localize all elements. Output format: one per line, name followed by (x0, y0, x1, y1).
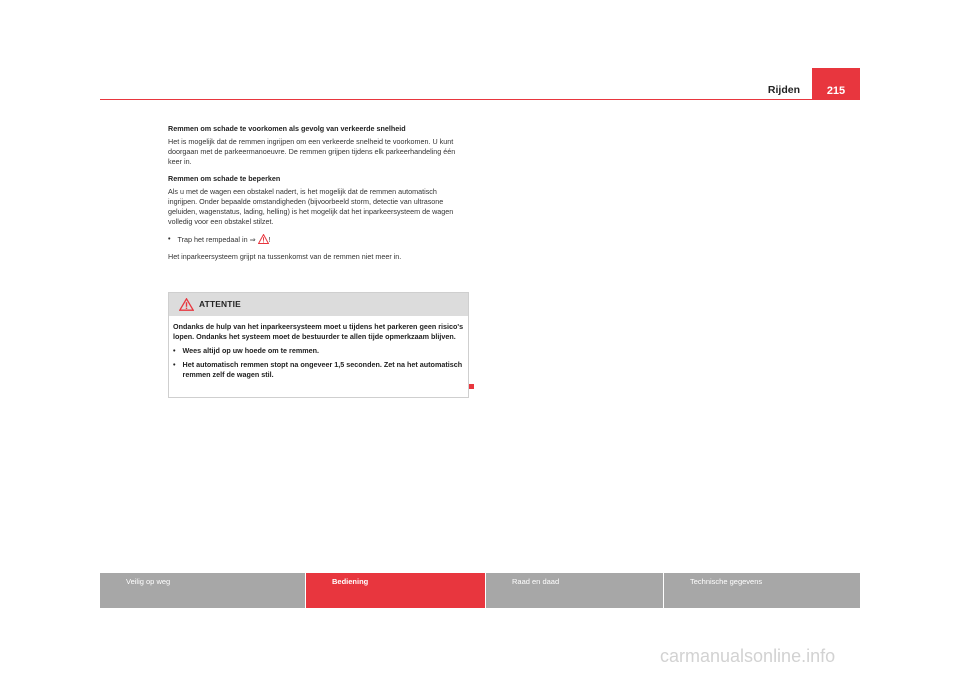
list-item (173, 346, 464, 356)
tab-veilig-op-weg[interactable]: Veilig op weg (100, 573, 305, 608)
warning-title: ATTENTIE (199, 299, 241, 309)
warning-triangle-icon (258, 234, 269, 244)
chapter-title: Rijden (767, 84, 800, 96)
warning-header (169, 293, 468, 316)
section-heading-speed: Remmen om schade te voorkomen als gevolg van verkeerde snelheid (168, 124, 406, 133)
list-item (173, 360, 464, 380)
section-heading-damage: Remmen om schade te beperken (168, 174, 281, 183)
warning-text: Ondanks de hulp van het inparkeersysteem moet u tijdens het parkeren geen risico's lopen. Ondanks het systeem moet de bestuurder te allen tijde opmerkzaam blijven. (173, 322, 464, 341)
main-column (168, 124, 468, 265)
list-item (168, 234, 468, 245)
bullet-icon: • (173, 360, 176, 369)
bullet-icon: • (173, 346, 176, 355)
warning-bullet-1: Wees altijd op uw hoede om te remmen. (182, 346, 319, 355)
tab-technische-gegevens[interactable]: Technische gegevens (664, 573, 860, 608)
tab-bediening[interactable]: Bediening (306, 573, 485, 608)
page-number: 215 (812, 68, 860, 100)
warning-box (168, 292, 469, 398)
footer-nav (100, 573, 860, 608)
paragraph-damage: Als u met de wagen een obstakel nadert, is het mogelijk dat de remmen automatisch ingrijpen. Onder bepaalde omstandigheden (bijvoorbeeld storm, detectie van ultrasone geluiden, wagenstatus, lading, helling) is het mogelijk dat het inparkeersysteem de wagen volledig voor een obstakel stilzet. (168, 187, 454, 226)
header-rule (100, 99, 860, 100)
bullet-icon: • (168, 234, 171, 243)
tab-raad-en-daad[interactable]: Raad en daad (486, 573, 663, 608)
warning-triangle-icon (179, 298, 194, 311)
paragraph-intervention: Het inparkeersysteem grijpt na tussenkomst van de remmen niet meer in. (168, 252, 402, 261)
instruction-text: Trap het rempedaal in ⇒ (177, 235, 256, 244)
paragraph-speed: Het is mogelijk dat de remmen ingrijpen om een verkeerde snelheid te voorkomen. U kunt doorgaan met de parkeermanoeuvre. De remmen grijpen tijdens elk parkeerhandeling één keer in. (168, 137, 456, 166)
watermark: carmanualsonline.info (660, 646, 836, 666)
section-end-marker (469, 384, 474, 389)
instruction-suffix: ! (268, 235, 271, 244)
warning-body (169, 316, 468, 380)
warning-bullet-2: Het automatisch remmen stopt na ongeveer 1,5 seconden. Zet na het automatisch remmen zelf de wagen stil. (182, 360, 463, 379)
